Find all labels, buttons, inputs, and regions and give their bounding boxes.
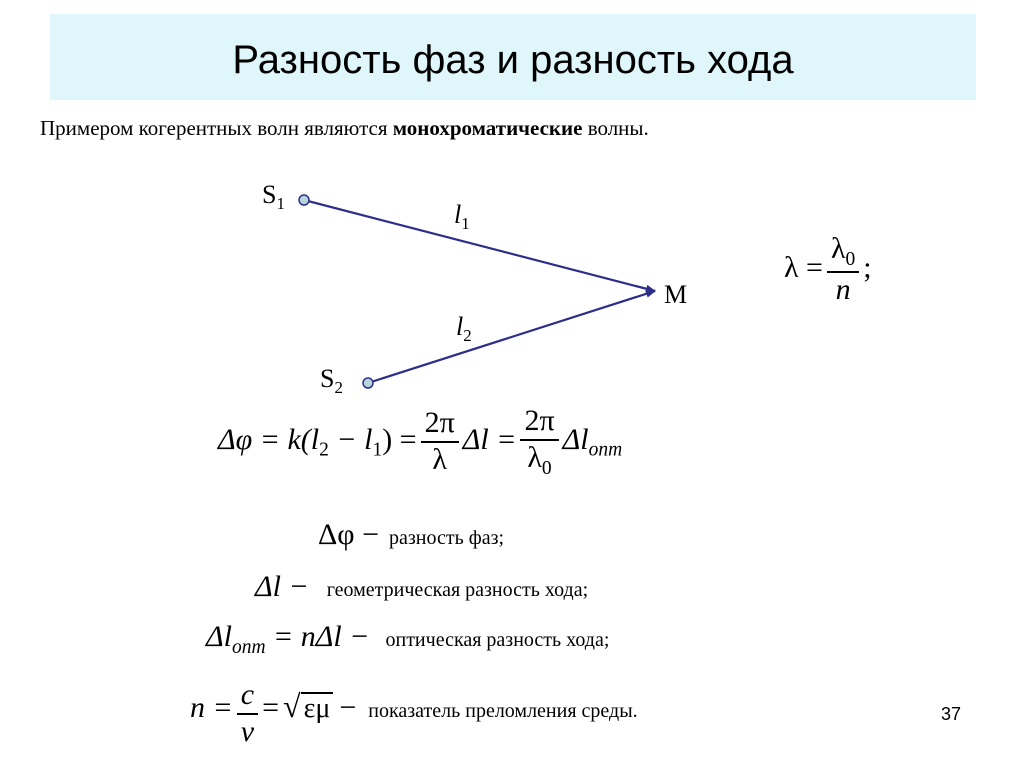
def1-symbol: Δφ − xyxy=(318,518,380,551)
definition-optical xyxy=(206,620,609,659)
wavelength-num-subscript: 0 xyxy=(845,248,856,270)
l2-letter: l xyxy=(456,312,464,341)
def2-symbol: Δl − xyxy=(255,570,309,603)
main-mid: Δl = xyxy=(462,422,517,456)
definition-phase xyxy=(318,518,504,552)
definition-geometric xyxy=(255,570,588,604)
def3-text: оптическая разность хода; xyxy=(385,629,610,651)
wavelength-lhs: λ = xyxy=(784,250,823,284)
label-m: M xyxy=(664,280,688,309)
def4-lhs: n = xyxy=(190,691,233,725)
label-s2 xyxy=(320,364,343,398)
main-tail: Δl xyxy=(562,422,589,456)
source-s1-point xyxy=(299,195,309,205)
wavelength-num-letter: λ xyxy=(830,232,846,265)
path-line-l2 xyxy=(368,291,655,383)
intro-bold: монохроматические xyxy=(392,116,583,140)
page-number: 37 xyxy=(941,704,962,724)
label-l2 xyxy=(456,312,472,346)
label-s1 xyxy=(262,180,285,214)
label-l1 xyxy=(454,200,470,234)
formula-phase-difference xyxy=(218,404,622,480)
main-part3: ) = xyxy=(382,422,417,456)
def1-text: разность фаз; xyxy=(389,527,505,549)
s2-subscript: 2 xyxy=(334,377,343,397)
l1-subscript: 1 xyxy=(461,213,470,233)
wavelength-semicolon: ; xyxy=(863,250,872,284)
def3-symbol-main: Δl xyxy=(206,620,232,653)
def4-fraction xyxy=(237,678,258,749)
fraction2-den-subscript: 0 xyxy=(541,457,552,479)
l2-subscript: 2 xyxy=(463,325,472,345)
main-sub2: 2 xyxy=(319,439,329,461)
def2-text: геометрическая разность хода; xyxy=(326,579,589,601)
intro-after: волны. xyxy=(582,116,649,140)
def3-symbol xyxy=(206,620,370,658)
wavelength-numerator xyxy=(827,232,859,273)
def4-numerator: c xyxy=(237,678,258,715)
l1-letter: l xyxy=(454,200,462,229)
wavelength-fraction xyxy=(827,232,859,308)
fraction2-denominator xyxy=(520,441,558,480)
sqrt-icon: √ xyxy=(283,688,301,725)
def4-root: εμ xyxy=(301,692,334,725)
s2-letter: S xyxy=(320,364,335,393)
def4-text: показатель преломления среды. xyxy=(368,700,638,723)
fraction1-numerator: 2π xyxy=(421,406,459,443)
slide-title: Разность фаз и разность хода xyxy=(232,38,794,82)
s1-subscript: 1 xyxy=(276,193,285,213)
def4-dash: − xyxy=(339,691,357,725)
fraction2-numerator: 2π xyxy=(520,404,558,441)
def3-symbol-rest: = nΔl − xyxy=(265,620,370,653)
main-tail-subscript: опт xyxy=(588,439,623,461)
main-fraction-2 xyxy=(520,404,558,480)
fraction1-denominator: λ xyxy=(432,442,447,476)
main-fraction-1 xyxy=(421,406,459,477)
def4-equals: = xyxy=(262,691,279,725)
main-part1: Δφ = k(l xyxy=(218,422,320,456)
wavelength-denominator: n xyxy=(835,273,851,307)
s1-letter: S xyxy=(262,180,277,209)
def4-denominator: v xyxy=(240,714,255,748)
intro-before: Примером когерентных волн являются xyxy=(40,116,393,140)
definition-refractive-index xyxy=(190,678,638,749)
main-part2: − l xyxy=(328,422,373,456)
formula-wavelength xyxy=(784,232,872,308)
def3-symbol-subscript: опт xyxy=(231,636,266,658)
path-line-l1 xyxy=(304,200,655,291)
fraction2-den-letter: λ xyxy=(527,440,542,474)
main-sub1: 1 xyxy=(372,439,383,461)
source-s2-point xyxy=(363,378,373,388)
